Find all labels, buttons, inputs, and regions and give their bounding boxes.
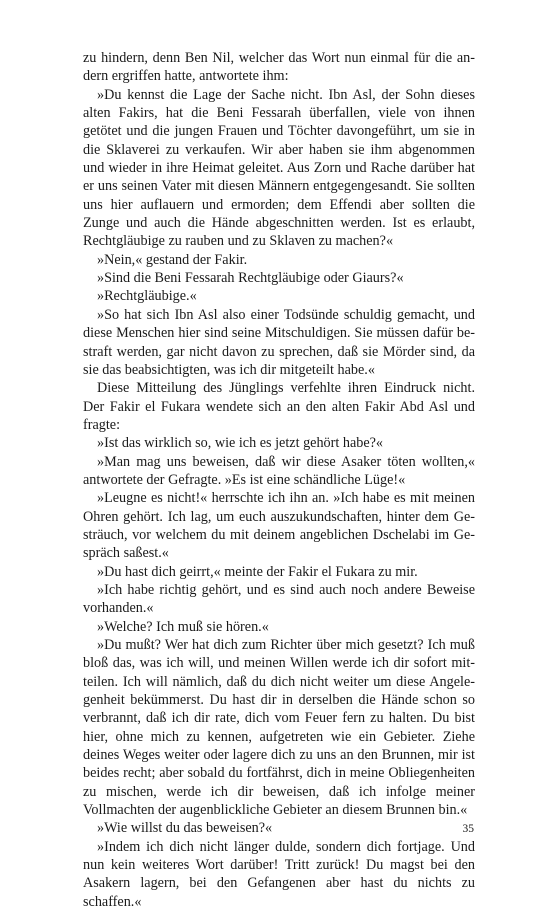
- paragraph: »Nein,« gestand der Fakir.: [97, 251, 248, 268]
- paragraph: »Rechtgläubige.«: [97, 288, 197, 305]
- paragraph: »Du kennst die Lage der Sache nicht. Ibn Asl, der Sohn dieses alten Fakirs, hat die Beni Fessarah überfallen, viele von ihnen getötet und die jungen Frauen und Töchter davongeführt, um sie in die Sklaverei zu verkaufen. Wir aber haben sie ihm abgenommen und wieder in ihre Heimat geleitet. Aus Zorn und Rache darüber hat er uns seinen Vater mit diesen Männern entgegengesandt. Sie sollten uns hier auflauern und ermorden; dem Effendi aber sollten die Zunge und auch die Hände abgeschnitten werden. Ist es erlaubt, Rechtgläubige zu rauben und zu Sklaven zu machen?«: [83, 86, 475, 250]
- paragraph: »So hat sich Ibn Asl also einer Todsünde schuldig gemacht, und diese Menschen hier sind seine Mitschuldigen. Sie müssen dafür bestraft werden, gar nicht davon zu sprechen, daß sie Mörder sind, da sie das beabsichtigten, was ich dir mitgeteilt habe.«: [83, 306, 475, 378]
- paragraph: »Man mag uns beweisen, daß wir diese Asaker töten wollten,« antwortete der Gefragte. »Es ist eine schändliche Lüge!«: [83, 453, 475, 488]
- paragraph: »Ist das wirklich so, wie ich es jetzt gehört habe?«: [97, 435, 384, 452]
- paragraph: »Indem ich dich nicht länger dulde, sondern dich fortjage. Und nun kein weiteres Wort darüber! Tritt zurück! Du magst bei den Asakern lagern, bei den Gefangenen aber hast du nichts zu schaffen.«: [83, 838, 475, 910]
- book-page-body: [83, 49, 475, 911]
- paragraph: »Wie willst du das beweisen?«: [97, 820, 273, 837]
- paragraph: »Welche? Ich muß sie hören.«: [97, 618, 269, 635]
- paragraph: »Ich habe richtig gehört, und es sind auch noch andere Beweise vorhanden.«: [83, 581, 475, 617]
- paragraph-continuation: zu hindern, denn Ben Nil, welcher das Wort nun einmal für die andern ergriffen hatte, antwortete ihm:: [83, 50, 475, 85]
- paragraph: »Leugne es nicht!« herrschte ich ihn an. »Ich habe es mit meinen Ohren gehört. Ich lag, um euch auszukundschaften, hinter dem Gesträuch, vor welchem du mit deinem angeblichen Dschelabi im Gespräch saßest.«: [83, 490, 475, 562]
- paragraph: »Sind die Beni Fessarah Rechtgläubige oder Giaurs?«: [97, 270, 404, 287]
- paragraph: »Du mußt? Wer hat dich zum Richter über mich gesetzt? Ich muß bloß das, was ich will, und meinen Willen werde ich dir sofort mitteilen. Ich will nämlich, daß du dich nicht weiter um diese Angelegenheit bekümmerst. Du hast dir in derselben die Hände schon so verbrannt, daß ich dir rate, dich vom Feuer fern zu halten. Du bist hier, ohne mich zu kennen, aufgetreten wie ein Gebieter. Ziehe deines Weges weiter oder lagere dich zu uns an den Brunnen, mir ist beides recht; aber sobald du fortfährst, dich in meine Obliegenheiten zu mischen, werde ich dir beweisen, daß ich infolge meiner Vollmachten der augenblickliche Gebieter an diesem Brunnen bin.«: [83, 637, 475, 819]
- page-number: 35: [462, 823, 474, 835]
- paragraph: »Du hast dich geirrt,« meinte der Fakir el Fukara zu mir.: [97, 563, 418, 580]
- paragraph: Diese Mitteilung des Jünglings verfehlte ihren Eindruck nicht. Der Fakir el Fukara wendete sich an den alten Fakir Abd Asl und fragte:: [83, 380, 475, 433]
